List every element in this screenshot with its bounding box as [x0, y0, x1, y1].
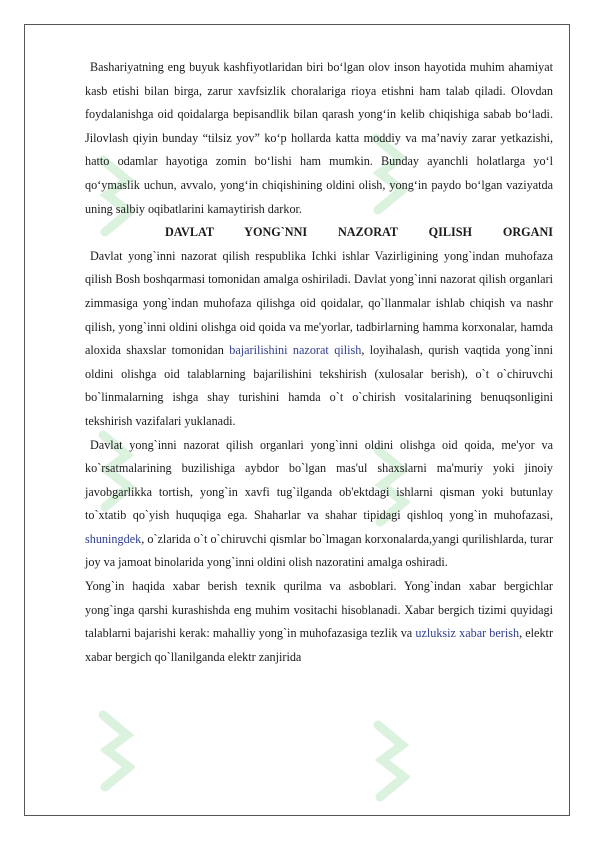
- watermark-logo-icon: [370, 715, 410, 805]
- paragraph-text: , o`zlarida o`t o`chiruvchi qismlar bo`lmagan korxonalarda,yangi qurilishlarda, turar joy va jamoat binolarida yong`inni oldini olish nazoratini amalga oshiradi.: [85, 531, 553, 570]
- paragraph-text: Davlat yong`inni nazorat qilish organlari yong`inni oldini olishga oid qoida, me'yor va ko`rsatmalarining buzilishiga aybdor bo`lgan mas'ul shaxslarni ma'muriy yoki jinoiy javobgarlikka tortish, yong`in xavfi tug`ilganda ob'ektdagi ishlarni qisman yoki butunlay to`xtatib qo`yish huquqiga ega. Shaharlar va shahar tipidagi qishloq yong`in muhofazasi,: [85, 437, 553, 523]
- paragraph-text: , loyihalash, qurish vaqtida yong`inni oldini olishga oid talablarning bajarilishini tekshirish (xulosalar berish), o`t o`chiruvchi bo`linmalarning ishga shay turishini hamda o`t o`chirish vositalarining benuqsonligini tekshirish vazifalari yuklanadi.: [85, 343, 553, 428]
- link-bajarilishini[interactable]: bajarilishini: [229, 343, 288, 358]
- paragraph-intro: Bashariyatning eng buyuk kashfiyotlaridan biri bo‘lgan olov inson hayotida muhim ahamiyat kasb etishi bilan birga, zarur xavfsizlik choralariga rioya etishni ham talab qiladi. Olovdan foydalanishga oid qoidalarga bepisandlik bilan qarash yong‘in kelib chiqishiga sabab bo‘ladi. Jilovlash qiyin bunday “tilsiz yov” ko‘p hollarda katta moddiy va ma’naviy zarar yetkazishi, hatto odamlar hayotiga zomin bo‘lishi ham mumkin. Bunday ayanchli holatlarga yo‘l qo‘ymaslik uchun, avvalo, yong‘in chiqishining oldini olish, yong‘in paydo bo‘lgan vaziyatda uning salbiy oqibatlarini kamaytirish darkor.: [85, 60, 553, 216]
- paragraph-rights: [85, 434, 553, 576]
- paragraph-text: Davlat yong`inni nazorat qilish respublika Ichki ishlar Vazirligining yong`indan muhofaza qilish Bosh boshqarmasi tomonidan amalga oshiriladi. Davlat yong`inni nazorat qilish organlari zimmasiga yong`indan muhofaza qilishga oid qoidalar, qo`llanmalar ishlab chiqish va nashr qilish, yong`inni oldini olishga oid qoida va me'yorlar, tadbirlarning hamma korxonalar, hamda aloxida shaxslar tomonidan: [85, 248, 553, 358]
- paragraph-organ: [85, 245, 553, 434]
- link-uzluksiz-xabar-berish[interactable]: uzluksiz xabar berish: [415, 626, 520, 641]
- watermark-logo-icon: [95, 705, 135, 795]
- section-heading: DAVLAT YONG`NNI NAZORAT QILISH ORGANI: [165, 225, 553, 240]
- link-qilish[interactable]: qilish: [334, 343, 362, 358]
- link-shuningdek[interactable]: shuningdek: [85, 531, 142, 546]
- link-nazorat[interactable]: nazorat: [292, 343, 329, 358]
- paragraph-alarm: [85, 575, 553, 669]
- paragraph-text: Yong`in haqida xabar berish texnik qurilma va asboblari. Yong`indan xabar bergichlar yong`inga qarshi kurashishda eng muhim vositachi hisoblanadi. Xabar bergich tizimi quyidagi talablarni bajarishi kerak: mahalliy yong`in muhofazasiga tezlik va: [85, 579, 553, 641]
- document-body: [85, 56, 553, 669]
- paragraph-text: , elektr xabar bergich qo`llanilganda elektr zanjirida: [85, 626, 554, 664]
